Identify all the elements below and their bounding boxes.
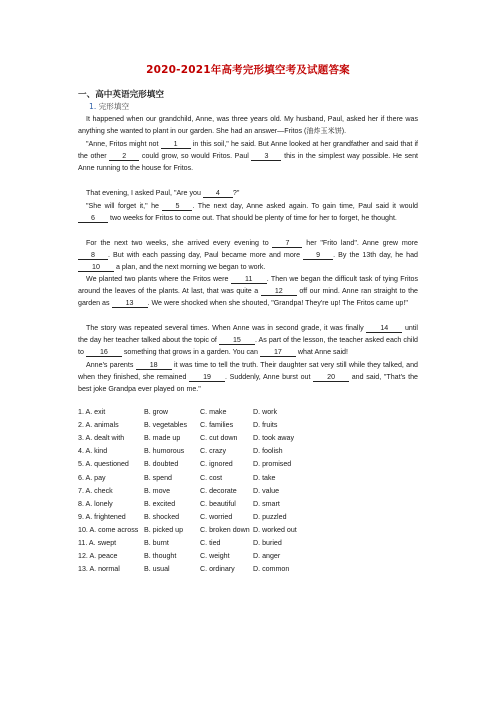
option-choice: D. smart <box>253 499 280 508</box>
option-choice: D. took away <box>253 434 295 443</box>
passage-text: what Anne said! <box>295 348 348 357</box>
passage-text: off our mind. Anne ran straight to the garden as <box>78 287 418 308</box>
answer-blank: 14 <box>366 324 402 333</box>
option-choice: 12. A. peace <box>78 552 118 561</box>
option-choice: 10. A. come across <box>78 525 139 534</box>
option-choice: C. weight <box>200 552 230 561</box>
answer-blank: 12 <box>261 287 297 296</box>
passage-text: something that grows in a garden. You can <box>121 348 260 357</box>
subsection-label: 完形填空 <box>98 102 130 111</box>
option-choice: B. spend <box>144 473 173 482</box>
option-choice: 4. A. kind <box>78 447 108 456</box>
option-choice: C. beautiful <box>200 499 236 508</box>
option-choice: 5. A. questioned <box>78 460 129 469</box>
answer-blank: 15 <box>219 336 255 345</box>
answer-blank: 16 <box>86 348 122 357</box>
passage-text: "Anne, Fritos might not <box>86 140 161 148</box>
option-choice: B. usual <box>144 565 170 574</box>
passage-paragraph <box>78 237 418 273</box>
answer-blank: 19 <box>189 373 225 382</box>
subsection-heading <box>89 101 129 112</box>
answer-blank: 11 <box>231 275 267 284</box>
option-choice: B. burnt <box>144 539 169 547</box>
passage-text: in this soil," he said. But Anne looked at her grandfather and said that if the other <box>78 140 418 161</box>
option-choice: 7. A. check <box>78 486 113 495</box>
option-choice: 6. A. pay <box>78 473 106 482</box>
passage-text: For the next two weeks, she arrived every evening to <box>86 239 273 247</box>
option-choice: C. make <box>200 408 227 416</box>
option-choice: D. anger <box>253 552 281 561</box>
answer-blank: 2 <box>109 152 139 161</box>
option-choice: D. fruits <box>253 421 278 430</box>
option-choice: B. picked up <box>144 525 184 534</box>
option-choice: D. work <box>253 408 278 416</box>
passage-text: . Then we began the difficult task of tying Fritos around the leaves of the plants. At last, that was quite a <box>78 275 418 296</box>
answer-blank: 13 <box>112 299 148 308</box>
option-choice: B. thought <box>144 552 177 561</box>
passage-paragraph <box>78 359 418 395</box>
answer-blank: 5 <box>162 202 192 211</box>
option-choice: C. cost <box>200 473 223 482</box>
answer-blank: 6 <box>78 214 108 223</box>
answer-blank: 18 <box>136 361 172 370</box>
option-choice: B. doubted <box>144 460 179 469</box>
passage-paragraph <box>78 113 418 137</box>
section-heading: 一、高中英语完形填空 <box>78 90 164 100</box>
option-choice: 8. A. lonely <box>78 499 113 508</box>
passage-text: . By the 13th day, he had <box>333 251 418 260</box>
passage-paragraph <box>78 138 418 174</box>
answer-blank: 1 <box>161 140 191 149</box>
passage-text: "She will forget it," he <box>86 202 163 210</box>
passage-text: two weeks for Fritos to come out. That should be plenty of time for her to forget, he thought. <box>108 214 397 223</box>
passage-text: . Suddenly, Anne burst out <box>225 373 314 382</box>
option-choice: C. cut down <box>200 434 238 443</box>
option-choice: B. excited <box>144 499 176 508</box>
subsection-number: 1. <box>89 102 97 111</box>
option-choice: D. value <box>253 486 280 495</box>
option-choice: B. move <box>144 486 171 495</box>
option-choice: C. worried <box>200 512 233 521</box>
option-choice: D. take <box>253 473 276 482</box>
option-choice: 2. A. animals <box>78 421 119 430</box>
answer-blank: 4 <box>203 189 233 198</box>
option-choice: B. humorous <box>144 447 185 456</box>
option-choice: D. foolish <box>253 447 283 456</box>
option-choice: C. families <box>200 421 234 430</box>
option-choice: D. common <box>253 565 290 574</box>
passage-text: a plan, and the next morning we began to work. <box>114 263 266 272</box>
answer-blank: 9 <box>303 251 333 260</box>
passage-text: this in the simplest way possible. He sent Anne running to the house for Fritos. <box>78 152 418 173</box>
passage-text: . We were shocked when she shouted, "Grandpa! They're up! The Fritos came up!" <box>147 299 408 308</box>
document-title: 2020-2021年高考完形填空考及试题答案 <box>146 64 350 76</box>
passage-text: . But with each passing day, Paul became more and more <box>108 251 304 260</box>
passage-text: The story was repeated several times. When Anne was in second grade, it was finally <box>86 324 367 332</box>
passage-text: it was time to tell the truth. Their daughter sat very still while they talked, and when they finished, she remained <box>78 361 418 382</box>
answer-blank: 8 <box>78 251 108 260</box>
option-choice: 1. A. exit <box>78 408 106 416</box>
option-choice: D. promised <box>253 460 292 469</box>
option-choice: 13. A. normal <box>78 565 120 574</box>
passage-text: ?" <box>232 189 240 197</box>
passage-paragraph <box>78 187 418 199</box>
option-choice: D. worked out <box>253 525 297 534</box>
option-choice: 9. A. frightened <box>78 512 126 521</box>
passage-paragraph <box>78 200 418 224</box>
option-choice: C. ignored <box>200 460 233 469</box>
passage-text: . The next day, Anne asked again. To gain time, Paul said it would <box>192 202 418 210</box>
option-choice: 11. A. swept <box>78 539 117 547</box>
answer-blank: 20 <box>313 373 349 382</box>
passage-text: . As part of the lesson, the teacher asked each child to <box>78 336 418 357</box>
passage-text: could grow, so would Fritos. Paul <box>139 152 252 161</box>
passage-paragraph <box>78 273 418 309</box>
passage-text: and said, "That's the best joke Grandpa ever played on me." <box>78 373 418 394</box>
passage-text: Anne's parents <box>86 361 136 369</box>
option-choice: C. decorate <box>200 486 237 495</box>
answer-blank: 7 <box>272 239 302 248</box>
option-choice: C. broken down <box>200 525 250 534</box>
passage-text: It happened when our grandchild, Anne, was three years old. My husband, Paul, asked her if there was anything she wanted to plant in our garden. She had an answer—Fritos (油炸玉米饼). <box>78 115 418 136</box>
option-choice: B. shocked <box>144 512 180 521</box>
option-choice: B. vegetables <box>144 421 187 430</box>
option-choice: C. crazy <box>200 447 227 456</box>
option-choice: D. buried <box>253 539 282 547</box>
option-choice: D. puzzled <box>253 512 287 521</box>
option-choice: B. grow <box>144 408 169 416</box>
answer-blank: 17 <box>260 348 296 357</box>
passage-text: We planted two plants where the Fritos were <box>86 275 231 283</box>
option-choice: C. tied <box>200 539 221 547</box>
answer-blank: 3 <box>251 152 281 161</box>
option-choice: C. ordinary <box>200 565 235 574</box>
answer-blank: 10 <box>78 263 114 272</box>
option-choice: B. made up <box>144 434 181 443</box>
passage-paragraph <box>78 322 418 358</box>
passage-text: That evening, I asked Paul, "Are you <box>86 189 203 197</box>
passage-text: until the day her teacher talked about the topic of <box>78 324 419 345</box>
option-choice: 3. A. dealt with <box>78 434 125 443</box>
passage-text: her "Frito land". Anne grew more <box>302 239 418 247</box>
